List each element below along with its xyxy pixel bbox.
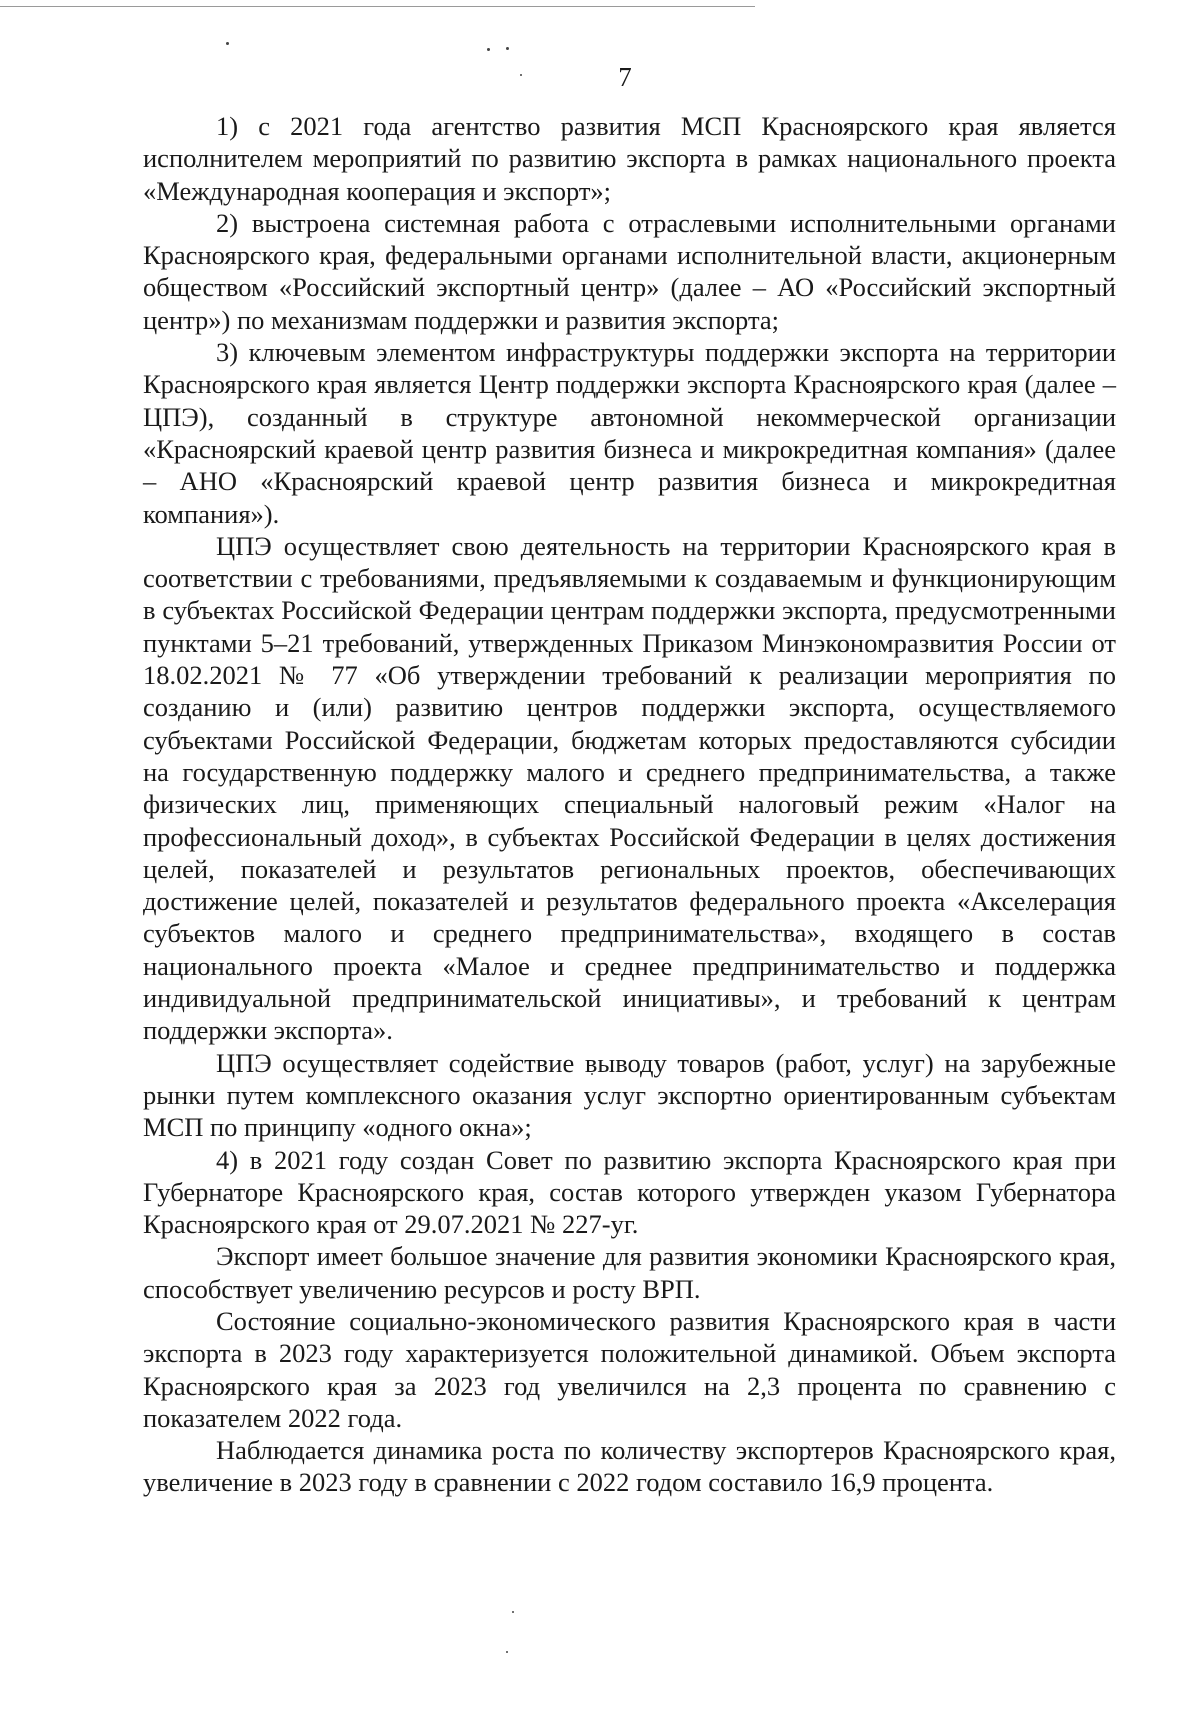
paragraph-export-significance: Экспорт имеет большое значение для развития экономики Красноярского края, способствует увеличению ресурсов и росту ВРП.: [143, 1241, 1116, 1304]
scan-speck: [506, 1651, 508, 1653]
scan-speck: [226, 42, 229, 45]
paragraph-export-state: Состояние социально-экономического развития Красноярского края в части экспорта в 2023 году характеризуется положительной динамикой. Объем экспорта Красноярского края за 2023 год увеличился на 2,3 процента по сравнению с показателем 2022 года.: [143, 1305, 1116, 1433]
paragraph-exporters-growth: Наблюдается динамика роста по количеству экспортеров Красноярского края, увеличение в 2023 году в сравнении с 2022 годом составило 16,9 процента.: [143, 1435, 1116, 1498]
paragraph-item-2: 2) выстроена системная работа с отраслевыми исполнительными органами Красноярского края, федеральными органами исполнительной власти, акционерным обществом «Российский экспортный центр» (далее – АО «Российский экспортный центр») по механизмам поддержки и развития экспорта;: [143, 207, 1116, 335]
scan-speck: [487, 48, 490, 51]
paragraph-item-4: 4) в 2021 году создан Совет по развитию экспорта Красноярского края при Губернаторе Красноярского края, состав которого утвержден указом Губернатора Красноярского края от 29.07.2021 № 227-уг.: [143, 1144, 1116, 1240]
scan-speck: [512, 1611, 514, 1613]
paragraph-item-1: 1) с 2021 года агентство развития МСП Красноярского края является исполнителем мероприятий по развитию экспорта в рамках национального проекта «Международная кооперация и экспорт»;: [143, 111, 1116, 206]
paragraph-cpe-assistance: ЦПЭ осуществляет содействие выводу товаров (работ, услуг) на зарубежные рынки путем комплексного оказания услуг экспортно ориентированным субъектам МСП по принципу «одного окна»;: [143, 1047, 1116, 1143]
document-body: [143, 110, 1116, 1499]
scan-speck: [506, 47, 509, 50]
paragraph-item-3: 3) ключевым элементом инфраструктуры поддержки экспорта на территории Красноярского края является Центр поддержки экспорта Красноярского края (далее – ЦПЭ), созданный в структуре автономной некоммерческой организации «Красноярский краевой центр развития бизнеса и микрокредитная компания» (далее – АНО «Красноярский краевой центр развития бизнеса и микрокредитная компания»).: [143, 337, 1116, 529]
page-number: 7: [618, 62, 632, 92]
scan-edge-line: [0, 6, 755, 7]
paragraph-cpe-activity: ЦПЭ осуществляет свою деятельность на территории Красноярского края в соответствии с требованиями, предъявляемыми к создаваемым и функционирующим в субъектах Российской Федерации центрам поддержки экспорта, предусмотренными пунктами 5–21 требований, утвержденных Приказом Минэкономразвития России от 18.02.2021 № 77 «Об утверждении требований к реализации мероприятия по созданию и (или) развитию центров поддержки экспорта, осуществляемого субъектами Российской Федерации, бюджетам которых предоставляются субсидии на государственную поддержку малого и среднего предпринимательства, а также физических лиц, применяющих специальный налоговый режим «Налог на профессиональный доход», в субъектах Российской Федерации в целях достижения целей, показателей и результатов региональных проектов, обеспечивающих достижение целей, показателей и результатов федерального проекта «Акселерация субъектов малого и среднего предпринимательства», входящего в состав национального проекта «Малое и среднее предпринимательство и поддержка индивидуальной предпринимательской инициативы», и требований к центрам поддержки экспорта».: [143, 530, 1116, 1046]
